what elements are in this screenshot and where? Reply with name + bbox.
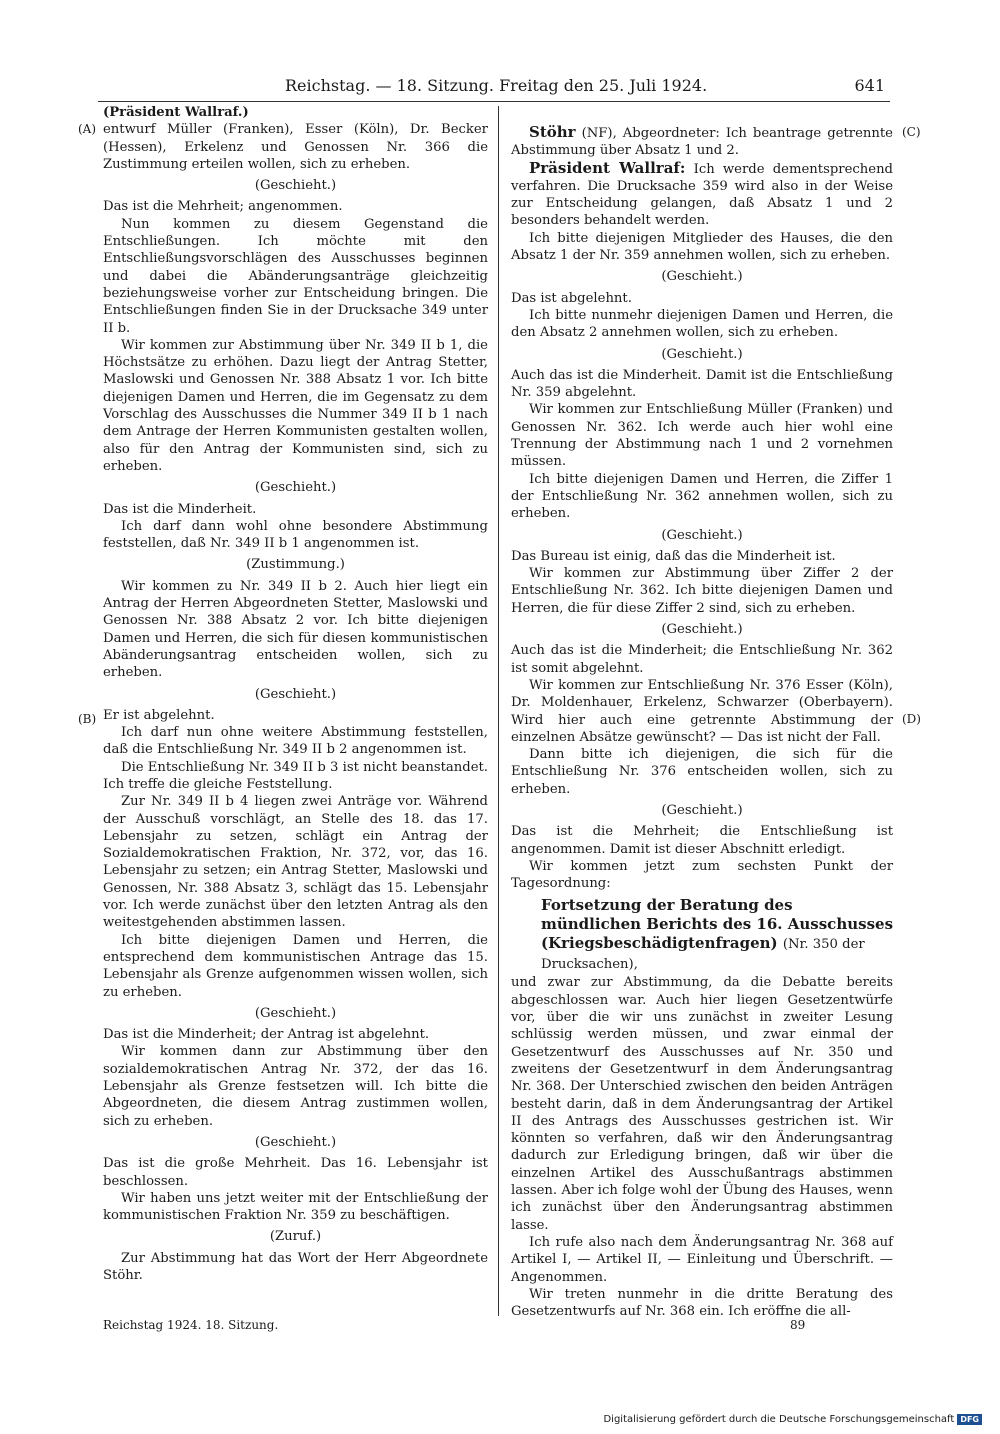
speaker-name: Präsident Wallraf: <box>529 158 686 177</box>
margin-marker-c: (C) <box>902 125 921 139</box>
paragraph: Wir kommen zur Abstimmung über Ziffer 2 der Entschließung Nr. 362. Ich bitte diejenigen Damen und Herren, die für diese Ziffer 2 sind, sich zu erheben. <box>511 566 893 616</box>
paragraph: Nun kommen zu diesem Gegenstand die Entschließungen. Ich möchte mit den Entschließungsvorschlägen des Ausschusses beginnen und dabei die Abänderungsanträge gleichzeitig beziehungsweise vorher zur Entscheidung bringen. Die Entschließungen finden Sie in der Drucksache 349 unter II b. <box>103 216 488 336</box>
speaker-name: Stöhr <box>529 123 576 141</box>
credit-text: Digitalisierung gefördert durch die Deutsche Forschungsgemeinschaft <box>603 1414 955 1425</box>
paragraph: Wir kommen zur Abstimmung über Nr. 349 II b 1, die Höchstsätze zu erhöhen. Dazu liegt der Antrag Stetter, Maslowski und Genossen Nr. 388 Absatz 1 vor. Ich bitte diejenigen Damen und Herren, die im Gegensatz zu dem Vorschlag des Ausschusses die Nummer 349 II b 1 nach dem Antrage der Herren Kommunisten gestalten wollen, also für den Antrag der Kommunisten sind, sich zu erheben. <box>103 337 488 474</box>
margin-marker-a: (A) <box>78 122 97 136</box>
paragraph: Er ist abgelehnt. <box>103 707 215 723</box>
margin-marker-d: (D) <box>902 712 921 726</box>
speech-text: Ich werde dementsprechend verfahren. Die Drucksache 359 wird also in der Weise zur Entscheidung gelangen, daß Absatz 1 und 2 besonders behandelt werden. <box>511 161 894 229</box>
paragraph: Das ist die Minderheit. <box>103 501 257 517</box>
paragraph: Auch das ist die Minderheit. Damit ist die Entschließung Nr. 359 abgelehnt. <box>511 367 893 401</box>
paragraph: Ich bitte diejenigen Mitglieder des Hauses, die den Absatz 1 der Nr. 359 annehmen wollen, sich zu erheben. <box>511 230 893 264</box>
stage-direction: (Zustimmung.) <box>246 557 345 573</box>
paragraph: Wir kommen zur Entschließung Nr. 376 Esser (Köln), Dr. Moldenhauer, Erkelenz, Schwarzer (Oberbayern). Wird hier auch eine getrennte Abstimmung der einzelnen Absätze gewünscht? — Das ist nicht der Fall. <box>511 677 893 745</box>
paragraph: Ich bitte diejenigen Damen und Herren, die entsprechend dem kommunistischen Antrage das 15. Lebensjahr als Grenze aufgenommen wissen wollen, sich zu erheben. <box>103 932 488 1000</box>
stage-direction: (Geschieht.) <box>254 1134 337 1150</box>
stage-direction: (Geschieht.) <box>254 686 337 702</box>
running-title: Reichstag. — 18. Sitzung. Freitag den 25. Juli 1924. <box>285 76 708 95</box>
page-number: 641 <box>854 76 885 95</box>
paragraph: Das ist die große Mehrheit. Das 16. Lebensjahr ist beschlossen. <box>103 1156 488 1189</box>
agenda-title-suffix: (Nr. 350 der Drucksachen), <box>541 937 865 973</box>
paragraph: Dann bitte ich diejenigen, die sich für die Entschließung Nr. 376 entscheiden wollen, sich zu erheben. <box>511 747 893 797</box>
paragraph: Zur Nr. 349 II b 4 liegen zwei Anträge vor. Während der Ausschuß vorschlägt, an Stelle des 18. das 17. Lebensjahr zu setzen, schlägt ein Antrag der Sozialdemokratischen Fraktion, Nr. 372, vor, das 16. Lebensjahr zu setzen; ein Antrag Stetter, Maslowski und Genossen, Nr. 388 Absatz 3, schlägt das 15. Lebensjahr vor. Ich werde zunächst über den letzten Antrag als den weitestgehenden abstimmen lassen. <box>103 794 488 931</box>
paragraph: Wir treten nunmehr in die dritte Beratung des Gesetzentwurfs auf Nr. 368 ein. Ich eröffne die all- <box>511 1286 893 1320</box>
speech-stoehr <box>511 124 893 160</box>
paragraph: Ich bitte nunmehr diejenigen Damen und Herren, die den Absatz 2 annehmen wollen, sich zu erheben. <box>511 307 893 341</box>
margin-marker-b: (B) <box>78 712 97 726</box>
paragraph: Ich rufe also nach dem Änderungsantrag Nr. 368 auf Artikel I, — Artikel II, — Einleitung und Überschrift. — Angenommen. <box>511 1234 893 1285</box>
paragraph: Die Entschließung Nr. 349 II b 3 ist nicht beanstandet. Ich treffe die gleiche Feststellung. <box>103 759 488 792</box>
agenda-item-title <box>541 896 893 974</box>
stage-direction: (Geschieht.) <box>661 802 743 818</box>
paragraph: Das ist die Mehrheit; angenommen. <box>103 199 343 215</box>
agenda-title-bold: Fortsetzung der Beratung des mündlichen Berichts des 16. Ausschusses (Kriegsbeschädigtenfragen) <box>541 896 894 953</box>
paragraph: Wir kommen zu Nr. 349 II b 2. Auch hier liegt ein Antrag der Herren Abgeordneten Stetter, Maslowski und Genossen Nr. 388 Absatz 2 vor. Ich bitte diejenigen Damen und Herren, die sich für diesen kommunistischen Abänderungsantrag entscheiden wollen, sich zu erheben. <box>103 578 488 681</box>
paragraph: und zwar zur Abstimmung, da die Debatte bereits abgeschlossen war. Auch hier liegen Gesetzentwürfe vor, über die wir uns zunächst in zweiter Lesung schlüssig werden müssen, und zwar einmal der Gesetzentwurf des Ausschusses auf Nr. 350 und zweitens der Gesetzentwurf in dem Änderungsantrag Nr. 368. Der Unterschied zwischen den beiden Anträgen besteht darin, daß in dem Änderungsantrag der Artikel II des Antrags des Ausschusses gestrichen ist. Wir könnten so verfahren, daß wir den Änderungsantrag dadurch zur Erledigung bringen, daß wir über die einzelnen Artikel des Ausschußantrags abstimmen lassen. Aber ich folge wohl der Übung des Hauses, wenn ich zunächst über den Änderungsantrag abstimmen lasse. <box>511 975 893 1233</box>
paragraph: Zur Abstimmung hat das Wort der Herr Abgeordnete Stöhr. <box>103 1250 488 1283</box>
page-header <box>285 76 885 102</box>
paragraph: Ich darf dann wohl ohne besondere Abstimmung feststellen, daß Nr. 349 II b 1 angenommen ist. <box>103 518 488 552</box>
stage-direction: (Geschieht.) <box>661 527 743 543</box>
stage-direction: (Zuruf.) <box>269 1229 322 1245</box>
paragraph: Wir haben uns jetzt weiter mit der Entschließung der kommunistischen Fraktion Nr. 359 zu beschäftigen. <box>103 1190 488 1224</box>
stage-direction: (Geschieht.) <box>661 346 743 362</box>
speech-president <box>511 160 893 230</box>
paragraph: Das ist die Minderheit; der Antrag ist abgelehnt. <box>103 1027 430 1043</box>
paragraph: Wir kommen jetzt zum sechsten Punkt der Tagesordnung: <box>511 858 893 892</box>
dfg-logo-icon: DFG <box>957 1414 982 1425</box>
stage-direction: (Geschieht.) <box>661 622 743 638</box>
digitization-credit <box>603 1414 982 1425</box>
footer-left: Reichstag 1924. 18. Sitzung. <box>103 1318 279 1332</box>
paragraph: Das ist abgelehnt. <box>511 290 632 306</box>
paragraph: Ich darf nun ohne weitere Abstimmung feststellen, daß die Entschließung Nr. 349 II b 2 angenommen ist. <box>103 725 488 758</box>
paragraph: Wir kommen dann zur Abstimmung über den sozialdemokratischen Antrag Nr. 372, der das 16. Lebensjahr als Grenze festsetzen will. Ich bitte die Abgeordneten, die diesem Antrag zustimmen wollen, sich zu erheben. <box>103 1044 488 1129</box>
stage-direction: (Geschieht.) <box>254 480 337 496</box>
stage-direction: (Geschieht.) <box>661 269 743 285</box>
speaker-continuation: (Präsident Wallraf.) <box>103 105 249 120</box>
speech-text: (NF), Abgeordneter: Ich beantrage getrennte Abstimmung über Absatz 1 und 2. <box>511 126 893 159</box>
paragraph: Das Bureau ist einig, daß das die Minderheit ist. <box>511 548 836 564</box>
left-column <box>103 104 488 1284</box>
stage-direction: (Geschieht.) <box>254 1005 337 1021</box>
paragraph: Wir kommen zur Entschließung Müller (Franken) und Genossen Nr. 362. Ich werde auch hier wohl eine Trennung der Abstimmung nach 1 und 2 vornehmen müssen. <box>511 402 893 470</box>
paragraph: entwurf Müller (Franken), Esser (Köln), Dr. Becker (Hessen), Erkelenz und Genossen Nr. 366 die Zustimmung erteilen wollen, sich zu erheben. <box>103 122 488 172</box>
paragraph: Das ist die Mehrheit; die Entschließung ist angenommen. Damit ist dieser Abschnitt erledigt. <box>511 824 893 857</box>
header-rule <box>98 101 890 102</box>
paragraph: Ich bitte diejenigen Damen und Herren, die Ziffer 1 der Entschließung Nr. 362 annehmen wollen, sich zu erheben. <box>511 471 893 522</box>
right-column <box>511 124 893 1320</box>
signature-marker: 89 <box>790 1318 806 1332</box>
column-divider <box>498 106 499 1316</box>
stage-direction: (Geschieht.) <box>254 178 337 194</box>
paragraph: Auch das ist die Minderheit; die Entschließung Nr. 362 ist somit abgelehnt. <box>511 643 893 676</box>
